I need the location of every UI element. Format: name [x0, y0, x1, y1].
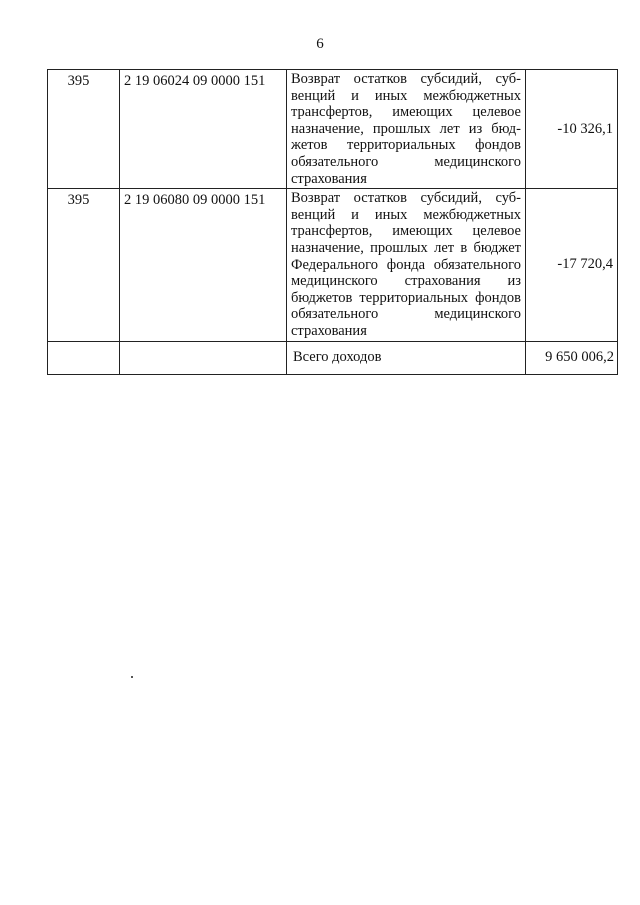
table-row [48, 70, 618, 189]
total-label: Всего доходов [287, 341, 526, 374]
budget-code-cell: 2 19 06024 09 0000 151 [120, 70, 287, 189]
admin-code-cell: 395 [48, 189, 120, 341]
revenue-name-cell [287, 70, 526, 189]
page-number: 6 [316, 36, 324, 52]
total-row [48, 341, 618, 374]
budget-code-cell: 2 19 06080 09 0000 151 [120, 189, 287, 341]
amount-cell: -10 326,1 [526, 70, 618, 189]
admin-code-cell: 395 [48, 70, 120, 189]
empty-cell [48, 341, 120, 374]
revenue-name-cell [287, 189, 526, 341]
table-row [48, 189, 618, 341]
revenue-table [47, 69, 618, 375]
scan-speck [131, 676, 133, 678]
amount-cell: -17 720,4 [526, 189, 618, 341]
revenue-name-text: Возврат остатков субсидий, субвенций и иных межбюджетных трансфертов, имеющих целевое назначение, прошлых лет из бюджетов территориальных фондов обязательного медицинского страхования [291, 71, 521, 187]
revenue-name-text: Возврат остатков субсидий, субвенций и иных межбюджетных трансфертов, имеющих целевое назначение, прошлых лет в бюджет Федерального фонда обязательного медицинского страхования из бюджетов территориальных фондов обязательного медицинского страхования [291, 190, 521, 339]
total-amount: 9 650 006,2 [526, 341, 618, 374]
empty-cell [120, 341, 287, 374]
